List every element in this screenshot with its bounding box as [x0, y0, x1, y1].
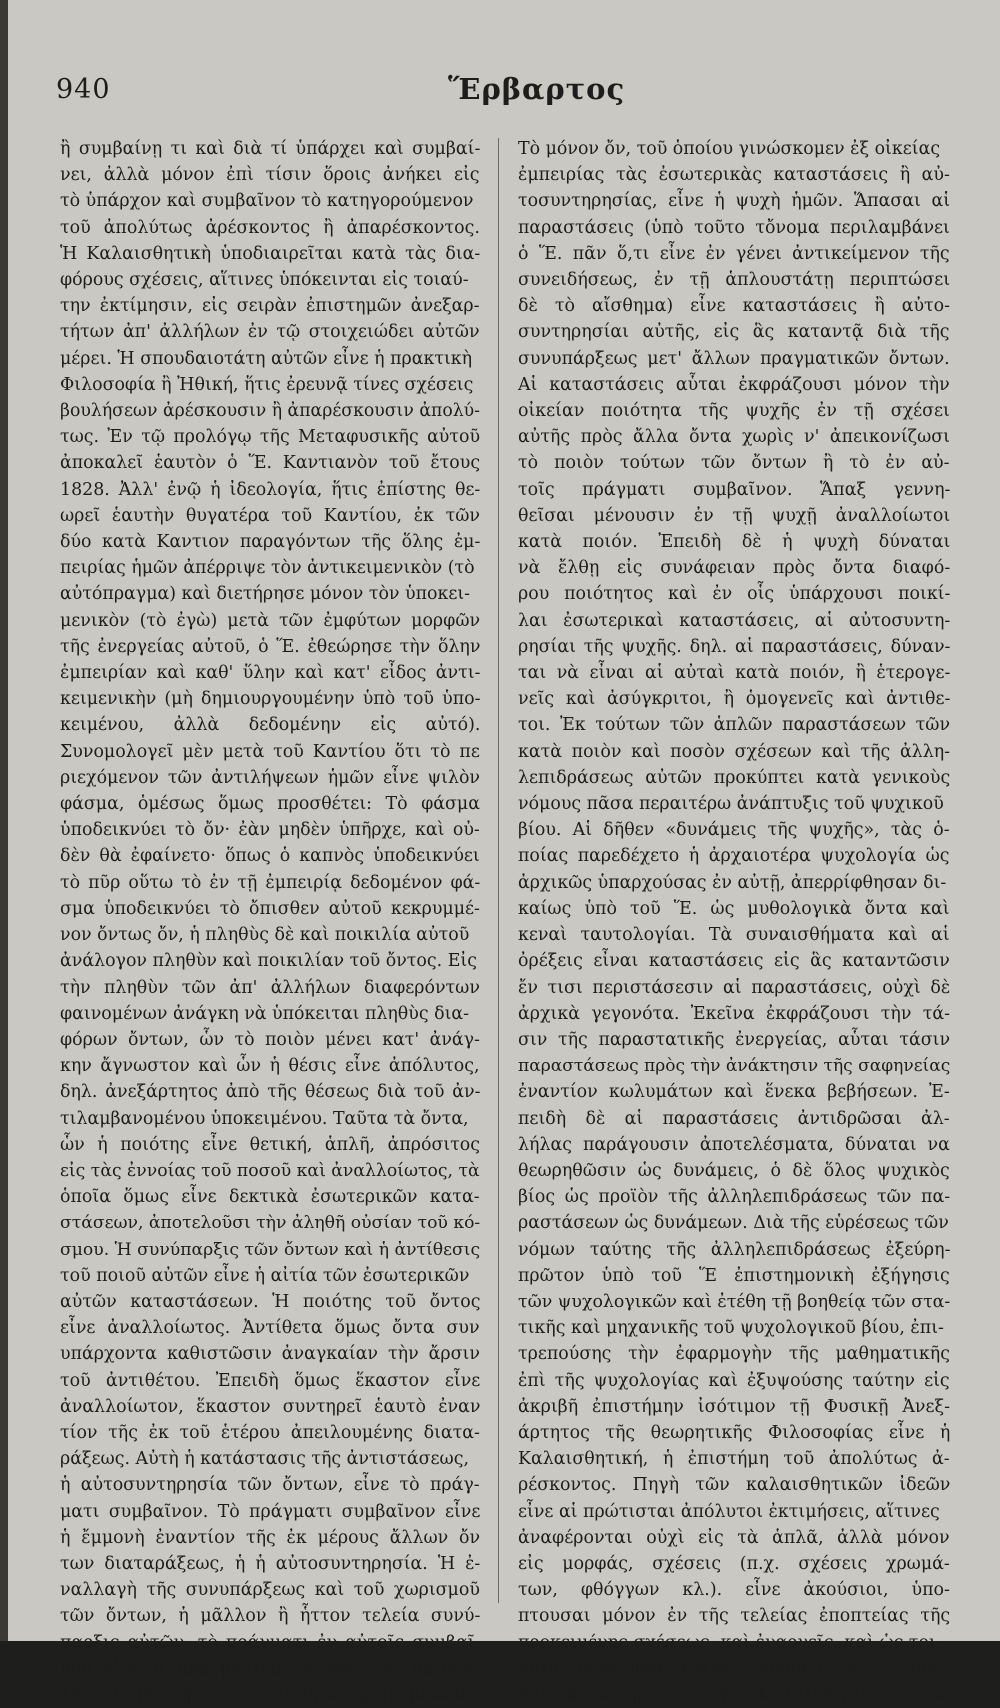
text-line: νόμων ταύτης τῆς ἀλληλεπιδράσεως ἐξεύρη- [518, 1239, 951, 1260]
text-line: ἢ συμβαίνῃ τι καὶ διὰ τί ὑπάρχει καὶ συμβαί- [60, 139, 481, 159]
text-line: ἐναντίον κωλυμάτων καὶ ἕνεκα βεβήσεων. Ἐ- [518, 1082, 950, 1103]
text-line: τῆς ἐνεργείας αὐτοῦ, ὁ Ἕ. ἐθεώρησε τὴν ὅλην [60, 636, 481, 657]
text-line: μέρει. Ἡ σπουδαιοτάτη αὐτῶν εἶνε ἡ πρακτικὴ [60, 348, 473, 369]
text-line: δηλ. ἀνεξάρτητος ἀπὸ τῆς θέσεως διὰ τοῦ ἀν- [60, 1082, 481, 1103]
text-line: ἀρχικῶς ὑπαρχούσας ἐν αὐτῇ, ἀπερρίφθησαν δι- [518, 872, 947, 893]
text-line: αὐτόπραγμα) καὶ διετήρησε μόνον τὸν ὑποκει- [60, 584, 471, 605]
text-line: ἡ ἔμμονὴ ἐναντίον τῆς ἐκ μέρους ἄλλων ὄν [60, 1527, 481, 1548]
text-line: πειρίας ἡμῶν ἀπέρριψε τὸν ἀντικειμενικὸν (τὸ [60, 558, 475, 579]
text-line: ἐμπειρίας τὰς ἐσωτερικὰς καταστάσεις ἢ αὐ- [518, 165, 950, 186]
text-line: ὀρέξεις εἶναι καταστάσεις εἰς ἃς καταντῶσιν [518, 951, 950, 972]
text-line: άρτητος τῆς θεωρητικῆς Φιλοσοφίας εἶνε ἡ [518, 1422, 951, 1443]
text-line: Ἡ Καλαισθητικὴ ὑποδιαιρεῖται κατὰ τὰς δια- [60, 243, 481, 264]
text-line: εἶνε αἱ πρώτισται ἀπόλυτοι ἐκτιμήσεις, αἵτινες [518, 1501, 940, 1522]
text-line: τὸ ὑπάρχον καὶ συμβαῖνον τὸ κατηγορούμενον [60, 191, 474, 212]
text-line: τοῖς πράγματι συμβαῖνον. Ἅπαξ γεννη- [518, 479, 951, 500]
text-line: τῶν ὄντων, ἡ μᾶλλον ἢ ἧττον τελεία συνύ- [60, 1606, 481, 1627]
text-line: λήλας παράγουσιν ἀποτελέσματα, δύναται να [518, 1134, 950, 1155]
text-line: κατὰ ποιόν. Ἐπειδὴ δὲ ἡ ψυχὴ δύναται [518, 532, 951, 553]
text-line: παραστάσεις (ὑπὸ τοῦτο τὄνομα περιλαμβάνει [518, 217, 950, 238]
text-line: δαιότατον μέρος τῆς Καλαισθητικῆς εἶνε [518, 1684, 951, 1705]
text-line: των διαταράξεως, ἡ ἡ αὐτοσυντηρησία. Ἡ ἐ- [60, 1553, 481, 1574]
text-line: οἰκείαν ποιότητα τῆς ψυχῆς ἐν τῇ σχέσει [518, 401, 950, 422]
text-line: ται νὰ εἶναι αἱ αὐταὶ κατὰ ποιόν, ἢ ἑτερογε- [518, 663, 951, 684]
text-line: ἀνάλογον πληθὺν καὶ ποικιλίαν τοῦ ὄντος. Εἰς [60, 951, 477, 972]
text-line: εἶνε ἀναλλοίωτος. Ἀντίθετα ὅμως ὄντα συν [60, 1318, 480, 1339]
text-line: εἰς τὰς ἐννοίας τοῦ ποσοῦ καὶ ἀναλλοίωτος, τὰ [60, 1160, 480, 1181]
text-column-left [60, 136, 481, 1705]
page-edge-shadow [0, 0, 8, 1641]
text-line: ραστάσεων ὡς δυνάμεων. Διὰ τῆς εὑρέσεως τῶν [518, 1213, 949, 1234]
text-line: κειμενικὴν (μὴ δημιουργουμένην ὑπὸ τοῦ ὑπο- [60, 689, 481, 710]
text-line: τοῦ ποιοῦ αὐτῶν εἶνε ἡ αἰτία τῶν ἐσωτερικῶν [60, 1265, 470, 1286]
text-line: νει, ἀλλὰ μόνον ἐπὶ τίσιν ὅροις ἀνήκει εἰς [60, 165, 480, 186]
text-line: δὲ τὸ αἴσθημα) εἶνε καταστάσεις ἢ αὐτο- [518, 296, 950, 317]
text-line: θεωρηθῶσιν ὡς δυνάμεις, ὁ δὲ ὅλος ψυχικὸς [518, 1160, 950, 1181]
text-line: Συνομολογεῖ μὲν μετὰ τοῦ Καντίου ὅτι τὸ πε [60, 741, 480, 762]
text-line: τὸ πῦρ οὕτω τὸ ἐν τῇ ἐμπειρίᾳ δεδομένον φά- [60, 872, 481, 893]
text-line: καίως ὑπὸ τοῦ Ἕ. ὡς μυθολογικὰ ὄντα καὶ [518, 898, 950, 919]
text-line: ἐπὶ τῆς ψυχολογίας καὶ ἐξυψούσης ταύτην εἰς [518, 1370, 950, 1391]
text-line: φαινομένων ἀνάγκη νὰ ὑπόκειται πληθὺς δια- [60, 1003, 470, 1024]
text-line: ἀποκαλεῖ ἑαυτὸν ὁ Ἕ. Καντιανὸν τοῦ ἔτους [60, 453, 481, 474]
text-line: νὰ ἔλθῃ εἰς συνάφειαν πρὸς ὄντα διαφό- [518, 558, 951, 579]
text-line: ὑποδεικνύει τὸ ὄν· ἐὰν μηδὲν ὑπῆρχε, καὶ οὐ- [60, 820, 480, 841]
text-line: λαι ἐσωτερικαὶ καταστάσεις, αἱ αὐτοσυντη- [518, 610, 951, 631]
text-line: τήτων ἀπ' ἀλλήλων ἐν τῷ στοιχειώδει αὐτῶν [60, 322, 480, 343]
text-line: αὐτῶν καταστάσεων. Ἡ ποιότης τοῦ ὄντος [60, 1291, 481, 1312]
text-line: ράξεως. Αὐτὴ ἡ κατάστασις τῆς ἀντιστάσεως, [60, 1449, 469, 1470]
text-line: παραστάσεως πρὸς τὴν ἀνάκτησιν τῆς σαφηνείας [518, 1056, 951, 1077]
text-line: συνειδήσεως, ἐν τῇ ἁπλουστάτῃ περιπτώσει [518, 270, 951, 291]
text-line: πτουσαι μόνον ἐν τῆς τελείας ἐποπτείας τῆς [518, 1606, 951, 1627]
text-line: ριεχόμενον τῶν ἀντιλήψεων ἡμῶν εἶνε ψιλὸν [60, 767, 480, 788]
text-line: ἀρχικὰ γεγονότα. Ἐκεῖνα ἐκφράζουσι τὴν τά- [518, 1003, 950, 1024]
text-line: κατὰ ποιὸν καὶ ποσὸν σχέσεων καὶ τῆς ἀλλη- [518, 741, 951, 762]
text-line: στάσεων, ἀποτελοῦσι τὴν ἀληθῆ οὐσίαν τοῦ κό- [60, 1213, 481, 1234]
text-line: υπάρχοντα καθιστῶσιν ἀναγκαίαν τὴν ἄρσιν [60, 1344, 480, 1365]
text-line: φόρων ὄντων, ὧν τὸ ποιὸν μένει κατ' ἀνάγ- [60, 1029, 480, 1050]
text-line: ναλλαγὴ τῆς συνυπάρξεως καὶ τοῦ χωρισμοῦ [60, 1580, 480, 1601]
text-line: ἀναφέρονται οὐχὶ εἰς τὰ ἁπλᾶ, ἀλλὰ μόνον [518, 1527, 950, 1548]
text-line: πρῶτον ὑπὸ τοῦ Ἕ ἐπιστημονικὴ ἐξήγησις [518, 1265, 950, 1286]
text-line: ἡ αὐτοσυντηρησία τῶν ὄντων, εἶνε τὸ πράγ- [60, 1475, 480, 1496]
text-line: τὴν πληθὺν τῶν ἀπ' ἀλλήλων διαφερόντων [60, 977, 480, 998]
running-head: Ἕρβαρτος [448, 72, 626, 106]
text-line: Αἱ καταστάσεις αὗται ἐκφράζουσι μόνον τὴν [518, 374, 950, 395]
text-line: ὁ Ἕ. πᾶν ὅ,τι εἶνε ἐν γένει ἀντικείμενον τῆς [518, 243, 950, 264]
page-header [0, 68, 1000, 116]
text-line: νον ὄντως ὄν, ἡ πληθὺς δὲ καὶ ποικιλία αὐτοῦ [60, 925, 470, 946]
text-line: τίον τῆς ἐκ τοῦ ἑτέρου ἀπειλουμένης διατα- [60, 1422, 480, 1443]
text-line: ρησίαι τῆς ψυχῆς. δηλ. αἱ παραστάσεις, δύναν- [518, 636, 951, 657]
text-line: βουλήσεων ἀρέσκουσιν ἢ ἀπαρέσκουσιν ἀπολύ- [60, 401, 480, 422]
text-line: λῆς καὶ ποιότητος τῶν αἰσθητῶν φαινομένων. [60, 1684, 471, 1705]
text-line: ἀναλλοίωτον, ἕκαστον συντηρεῖ ἑαυτὸ ἐναν [60, 1396, 481, 1417]
text-line: ρου ποιότητος καὶ ἐν οἷς ὑπάρχουσι ποικί- [518, 584, 951, 605]
text-line: κειμένου, ἀλλὰ δεδομένην εἰς αὐτό). [60, 715, 481, 736]
text-line: βίος ὡς προϊὸν τῆς ἀλληλεπιδράσεως τῶν πα- [518, 1187, 951, 1208]
text-line: τως. Ἐν τῷ προλόγῳ τῆς Μεταφυσικῆς αὐτοῦ [60, 427, 481, 448]
text-line: συντηρησίαι αὐτῆς, εἰς ἃς καταντᾷ διὰ τῆς [518, 322, 950, 343]
text-line: τοσυντηρησίας, εἶνε ἡ ψυχὴ ἡμῶν. Ἅπασαι αἱ [518, 191, 951, 212]
text-line: ὁποῖα ὅμως εἶνε δεκτικὰ ἐσωτερικῶν κατα- [60, 1187, 480, 1208]
text-line: φάσμα, ὁμέσως ὅμως προσθέτει: Τὸ φάσμα [60, 794, 480, 815]
text-line: ὧν ἡ ποιότης εἶνε θετική, ἁπλῆ, ἀπρόσιτος [60, 1134, 480, 1155]
text-line: λεπιδράσεως αὐτῶν προκύπτει κατὰ γενικοὺς [518, 767, 951, 788]
text-line: Φιλοσοφία ἢ Ἠθική, ἥτις ἐρευνᾷ τίνες σχέσεις [60, 374, 474, 395]
text-line: ρέσκοντος. Πηγὴ τῶν καλαισθητικῶν ἰδεῶν [518, 1475, 951, 1496]
text-line: ἔν τισι περιστάσεσιν αἱ παραστάσεις, οὐχὶ δὲ [518, 977, 951, 998]
text-line: τικῆς καὶ μηχανικῆς τοῦ ψυχολογικοῦ βίου, ἐπι- [518, 1318, 944, 1339]
text-line: φόρους σχέσεις, αἵτινες ὑπόκεινται εἰς τοιαύ- [60, 270, 469, 291]
text-line: προκειμένης σχέσεως, καὶ ἐναργεῖς, καὶ ὡς τοι- [518, 1632, 942, 1653]
text-line: αὐτῆς πρὸς ἄλλα ὄντα χωρὶς ν' ἀπεικονίζωσι [518, 427, 950, 448]
text-line: συνυπάρξεως μετ' ἄλλων πραγματικῶν ὄντων. [518, 348, 950, 369]
text-line: σιν τῆς παραστατικῆς ἐνεργείας, αὗται τάσιν [518, 1029, 951, 1050]
text-line: τοῦ ἀπολύτως ἀρέσκοντος ἢ ἀπαρέσκοντος. [60, 217, 480, 238]
column-divider [498, 138, 499, 1603]
text-line: ματι συμβαῖνον. Τὸ πράγματι συμβαῖνον εἶνε [60, 1501, 481, 1522]
text-line: 1828. Ἀλλ' ἐνῷ ἡ ἰδεολογία, ἥτις ἐπίστης θε- [60, 479, 481, 500]
text-line: Τὸ μόνον ὄν, τοῦ ὁποίου γινώσκομεν ἐξ οἰκείας [518, 139, 941, 159]
text-line: ποίας παρεδέχετο ἡ ἀρχαιοτέρα ψυχολογία ὡς [518, 846, 950, 867]
text-line: ἀκριβῆ ἐπιστήμην ἰσότιμον τῇ Φυσικῇ Ἀνεξ- [518, 1396, 950, 1417]
text-line: κην ἄγνωστον καὶ ὧν ἡ θέσις εἶνε ἀπόλυτος, [60, 1056, 480, 1077]
text-line: ἐμπειρίαν καὶ καθ' ὕλην καὶ κατ' εἶδος ἀντι- [60, 663, 481, 684]
text-line: θεῖσαι μένουσιν ἐν τῇ ψυχῇ ἀναλλοίωτοι [518, 505, 951, 526]
text-line: δύο κατὰ Καντιον παραγόντων τῆς ὅλης ἐμ- [60, 532, 481, 553]
text-line: νεῖς καὶ ἀσύγκριτοι, ἢ ὁμογενεῖς καὶ ἀντιθε- [518, 689, 951, 710]
page-number: 940 [56, 74, 111, 105]
text-line: νον εἶνε ὁ πραγματικὸς λόγος τῆς μεταβο- [60, 1658, 480, 1679]
text-line: τὸ ποιὸν τούτων τῶν ὄντων ἢ τὸ ἐν αὐ- [518, 453, 950, 474]
text-line: σμου. Ἡ συνύπαρξις τῶν ὄντων καὶ ἡ ἀντίθεσις [60, 1239, 481, 1260]
text-line: νόμους πᾶσα περαιτέρω ἀνάπτυξις τοῦ ψυχικοῦ [518, 794, 944, 815]
text-line: των, φθόγγων κλ.). εἶνε ἀκούσιοι, ὑπο- [518, 1580, 950, 1601]
text-line: βίου. Αἱ δῆθεν «δυνάμεις τῆς ψυχῆς», τὰς ὁ- [518, 820, 950, 841]
text-line: δὲν θὰ ἐφαίνετο· ὅπως ὁ καπνὸς ὑποδεικνύει [60, 846, 480, 867]
text-line: τρεπούσης τὴν ἐφαρμογὴν τῆς μαθηματικῆς [518, 1344, 950, 1365]
text-line: παρξις αὐτῶν, τὸ πράγματι ἐν αὐτοῖς συμβαῖ- [60, 1632, 481, 1653]
text-line: Καλαισθητική, ἡ ἐπιστήμη τοῦ ἀπολύτως ἀ- [518, 1449, 950, 1470]
text-line: μενικὸν (τὸ ἐγὼ) μετὰ τῶν ἐμφύτων μορφῶν [60, 610, 481, 631]
text-line: την ἐκτίμησιν, εἰς σειρὰν ἐπιστημῶν ἀνεξαρ- [60, 296, 480, 317]
text-line: τῶν ψυχολογικῶν καὶ ἐτέθη τῇ βοηθείᾳ τῶν στα- [518, 1291, 951, 1312]
text-line: τοῦ ἀντιθέτου. Ἐπειδὴ ὅμως ἕκαστον εἶνε [60, 1370, 481, 1391]
text-line: οῦτοι μὴ ἔχουσαι ἀνάγκην ἀποδείξεως. Τὸ σπου- [518, 1658, 949, 1679]
text-line: πειδὴ δὲ αἱ παραστάσεις ἀντιδρῶσαι ἀλ- [518, 1108, 950, 1129]
text-line: τοι. Ἐκ τούτων τῶν ἁπλῶν παραστάσεων τῶν [518, 715, 951, 736]
text-column-right [518, 136, 951, 1705]
text-line: σμα ὑποδεικνύει τὸ ὄπισθεν αὐτοῦ κεκρυμμέ- [60, 898, 480, 919]
text-line: ωρεῖ ἑαυτὴν θυγατέρα τοῦ Καντίου, ἐκ τῶν [60, 505, 480, 526]
text-line: κεναὶ ταυτολογίαι. Τὰ συναισθήματα καὶ αἱ [518, 925, 950, 946]
text-line: τιλαμβανομένου ὑποκειμένου. Ταῦτα τὰ ὄντα, [60, 1108, 469, 1129]
text-line: εἰς μορφάς, σχέσεις (π.χ. σχέσεις χρωμά- [518, 1553, 950, 1574]
